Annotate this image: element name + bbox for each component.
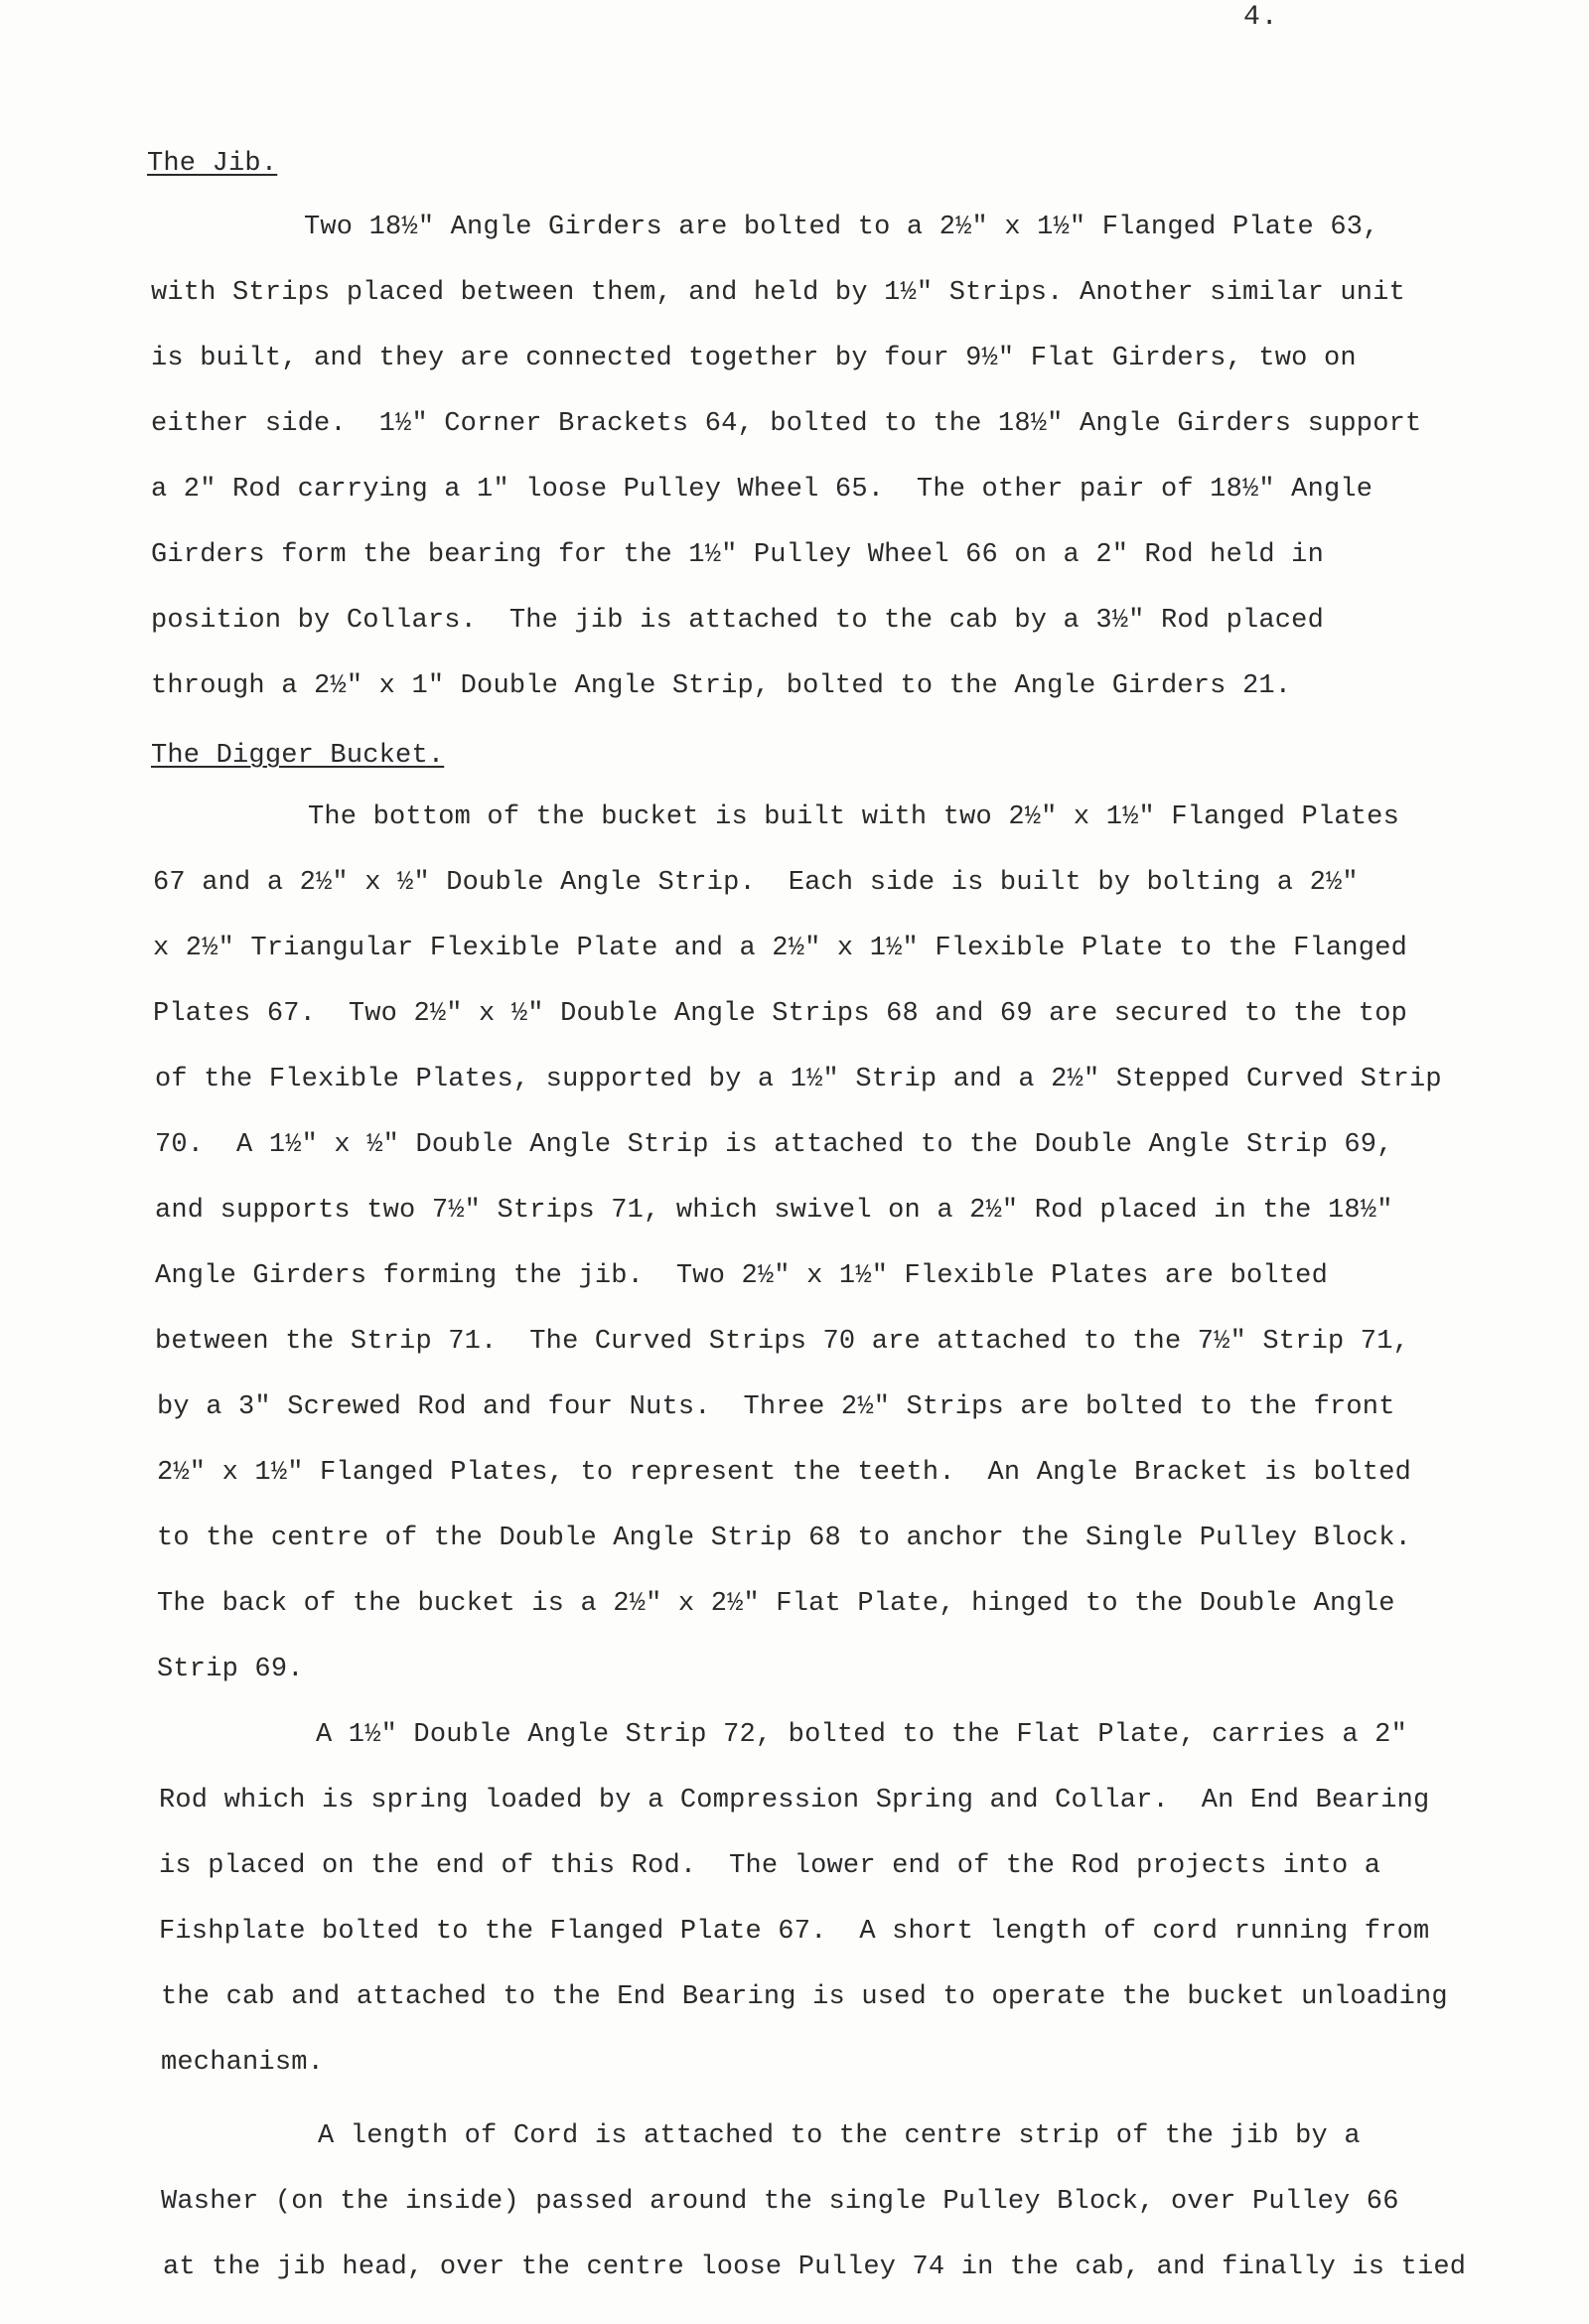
paragraph-line: mechanism.: [161, 2048, 325, 2078]
page-number: 4.: [1243, 2, 1279, 33]
paragraph-line: of the Flexible Plates, supported by a 1½" Strip and a 2½" Stepped Curved Strip: [155, 1065, 1442, 1094]
paragraph-line: Girders form the bearing for the 1½" Pulley Wheel 66 on a 2" Rod held in: [151, 540, 1324, 570]
paragraph-line: through a 2½" x 1" Double Angle Strip, bolted to the Angle Girders 21.: [151, 671, 1292, 701]
paragraph-line: Angle Girders forming the jib. Two 2½" x 1½" Flexible Plates are bolted: [155, 1261, 1328, 1291]
paragraph-line: A length of Cord is attached to the centre strip of the jib by a: [318, 2121, 1361, 2151]
section-heading-digger-bucket: The Digger Bucket.: [151, 741, 445, 771]
paragraph-line: Rod which is spring loaded by a Compression Spring and Collar. An End Bearing: [159, 1786, 1430, 1816]
paragraph-line: 67 and a 2½" x ½" Double Angle Strip. Each side is built by bolting a 2½": [153, 868, 1359, 898]
paragraph-line: and supports two 7½" Strips 71, which swivel on a 2½" Rod placed in the 18½": [155, 1196, 1393, 1226]
paragraph-line: x 2½" Triangular Flexible Plate and a 2½" x 1½" Flexible Plate to the Flanged: [153, 934, 1408, 963]
paragraph-line: to the centre of the Double Angle Strip 68 to anchor the Single Pulley Block.: [157, 1524, 1412, 1553]
paragraph-line: at the jib head, over the centre loose Pulley 74 in the cab, and finally is tied: [163, 2252, 1467, 2282]
paragraph-line: The bottom of the bucket is built with two 2½" x 1½" Flanged Plates: [308, 802, 1399, 832]
paragraph-line: Fishplate bolted to the Flanged Plate 67. A short length of cord running from: [159, 1917, 1430, 1947]
paragraph-line: the cab and attached to the End Bearing is used to operate the bucket unloading: [161, 1982, 1448, 2012]
paragraph-line: The back of the bucket is a 2½" x 2½" Flat Plate, hinged to the Double Angle: [157, 1589, 1395, 1619]
paragraph-line: with Strips placed between them, and held by 1½" Strips. Another similar unit: [151, 278, 1406, 308]
paragraph-line: Plates 67. Two 2½" x ½" Double Angle Strips 68 and 69 are secured to the top: [153, 999, 1408, 1029]
paragraph-line: A 1½" Double Angle Strip 72, bolted to the Flat Plate, carries a 2": [316, 1720, 1407, 1750]
paragraph-line: is built, and they are connected together by four 9½" Flat Girders, two on: [151, 344, 1357, 373]
paragraph-line: a 2" Rod carrying a 1" loose Pulley Wheel 65. The other pair of 18½" Angle: [151, 475, 1373, 505]
paragraph-line: by a 3" Screwed Rod and four Nuts. Three 2½" Strips are bolted to the front: [157, 1392, 1395, 1422]
paragraph-line: 70. A 1½" x ½" Double Angle Strip is attached to the Double Angle Strip 69,: [155, 1130, 1393, 1160]
paragraph-line: between the Strip 71. The Curved Strips 70 are attached to the 7½" Strip 71,: [155, 1327, 1410, 1357]
paragraph-line: position by Collars. The jib is attached to the cab by a 3½" Rod placed: [151, 606, 1324, 636]
paragraph-line: Strip 69.: [157, 1655, 304, 1684]
paragraph-line: Two 18½" Angle Girders are bolted to a 2½" x 1½" Flanged Plate 63,: [304, 213, 1379, 242]
paragraph-line: either side. 1½" Corner Brackets 64, bolted to the 18½" Angle Girders support: [151, 409, 1422, 439]
paragraph-line: Washer (on the inside) passed around the single Pulley Block, over Pulley 66: [161, 2187, 1399, 2217]
section-heading-jib: The Jib.: [147, 149, 278, 179]
paragraph-line: 2½" x 1½" Flanged Plates, to represent the teeth. An Angle Bracket is bolted: [157, 1458, 1412, 1488]
paragraph-line: is placed on the end of this Rod. The lower end of the Rod projects into a: [159, 1851, 1381, 1881]
